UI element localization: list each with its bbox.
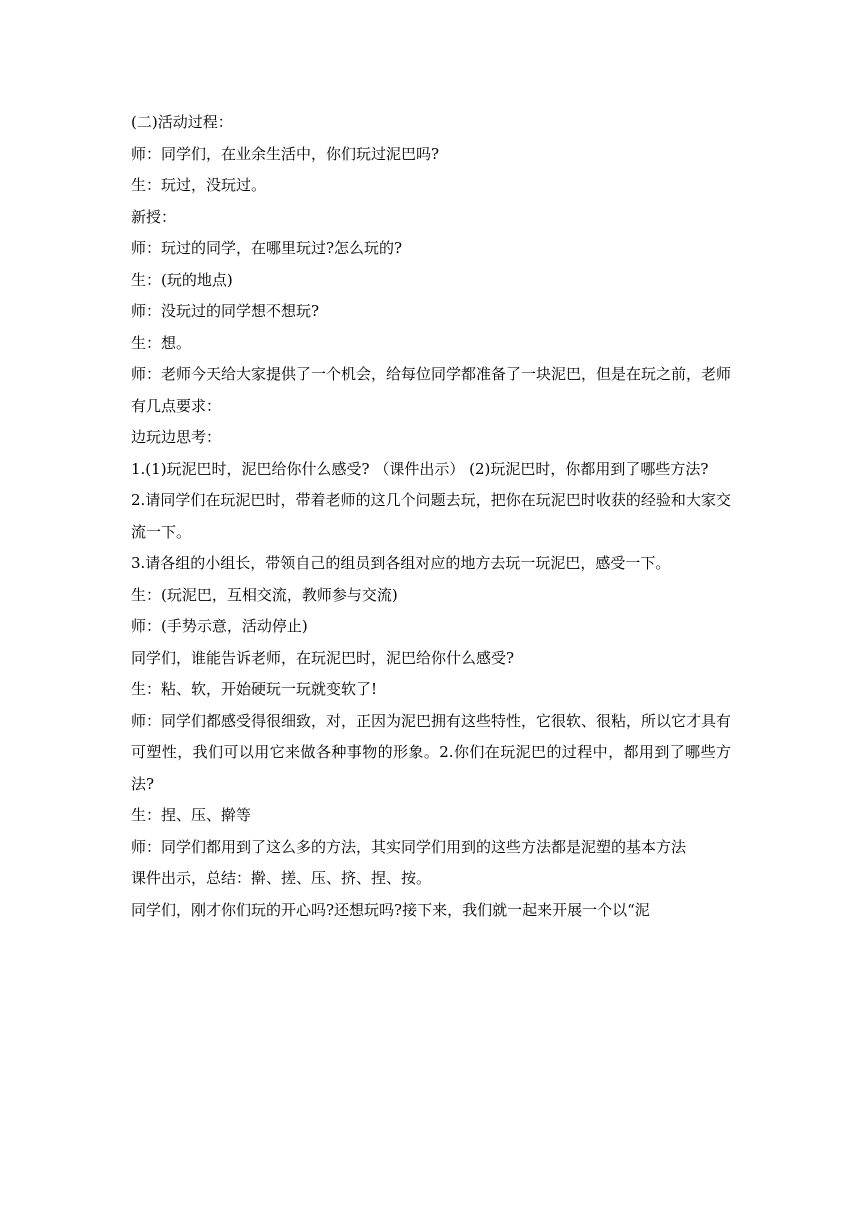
paragraph-teacher-question: 师：没玩过的同学想不想玩?	[131, 302, 320, 320]
paragraph-teacher-explanation: 师：同学们都用到了这么多的方法，其实同学们用到的这些方法都是泥塑的基本方法	[131, 837, 687, 856]
paragraph-student-activity: 生：(玩泥巴，互相交流，教师参与交流)	[131, 585, 398, 604]
paragraph-requirement-3: 3.请各组的小组长，带领自己的组员到各组对应的地方去玩一玩泥巴，感受一下。	[131, 554, 671, 572]
paragraph-think-while-playing: 边玩边思考：	[131, 428, 222, 446]
paragraph-student-answer: 生：玩过，没玩过。	[131, 176, 267, 194]
paragraph-requirement-1: 1.(1)玩泥巴时，泥巴给你什么感受? （课件出示） (2)玩泥巴时，你都用到了哪些方法?	[131, 459, 709, 478]
paragraph-teacher-question: 师：同学们，在业余生活中，你们玩过泥巴吗?	[131, 144, 440, 163]
document-body	[131, 107, 731, 926]
paragraph-new-lesson-label: 新授：	[131, 207, 177, 226]
paragraph-teacher-question: 师：玩过的同学，在哪里玩过?怎么玩的?	[131, 239, 403, 257]
paragraph-student-answer: 生：粘、软，开始硬玩一玩就变软了!	[131, 680, 378, 698]
paragraph-teacher-instructions: 师：老师今天给大家提供了一个机会，给每位同学都准备了一块泥巴，但是在玩之前，老师有几点要求：	[131, 365, 732, 415]
paragraph-teacher-question: 同学们，谁能告诉老师，在玩泥巴时，泥巴给你什么感受?	[131, 648, 515, 667]
paragraph-student-answer: 生：(玩的地点)	[131, 270, 233, 289]
paragraph-student-answer: 生：想。	[131, 333, 192, 352]
paragraph-section-heading: (二)活动过程：	[131, 113, 233, 131]
paragraph-transition: 同学们，刚才你们玩的开心吗?还想玩吗?接下来，我们就一起来开展一个以“泥	[131, 900, 650, 919]
paragraph-teacher-explanation: 师：同学们都感受得很细致，对，正因为泥巴拥有这些特性，它很软、很粘，所以它才具有可塑性，我们可以用它来做各种事物的形象。2.你们在玩泥巴的过程中，都用到了哪些方法?	[131, 711, 732, 793]
paragraph-teacher-signal: 师：(手势示意，活动停止)	[131, 617, 308, 635]
paragraph-student-answer: 生：捏、压、擀等	[131, 806, 252, 824]
paragraph-requirement-2: 2.请同学们在玩泥巴时，带着老师的这几个问题去玩，把你在玩泥巴时收获的经验和大家交流一下。	[131, 491, 731, 541]
paragraph-courseware-summary: 课件出示，总结：擀、搓、压、挤、捏、按。	[131, 869, 432, 887]
